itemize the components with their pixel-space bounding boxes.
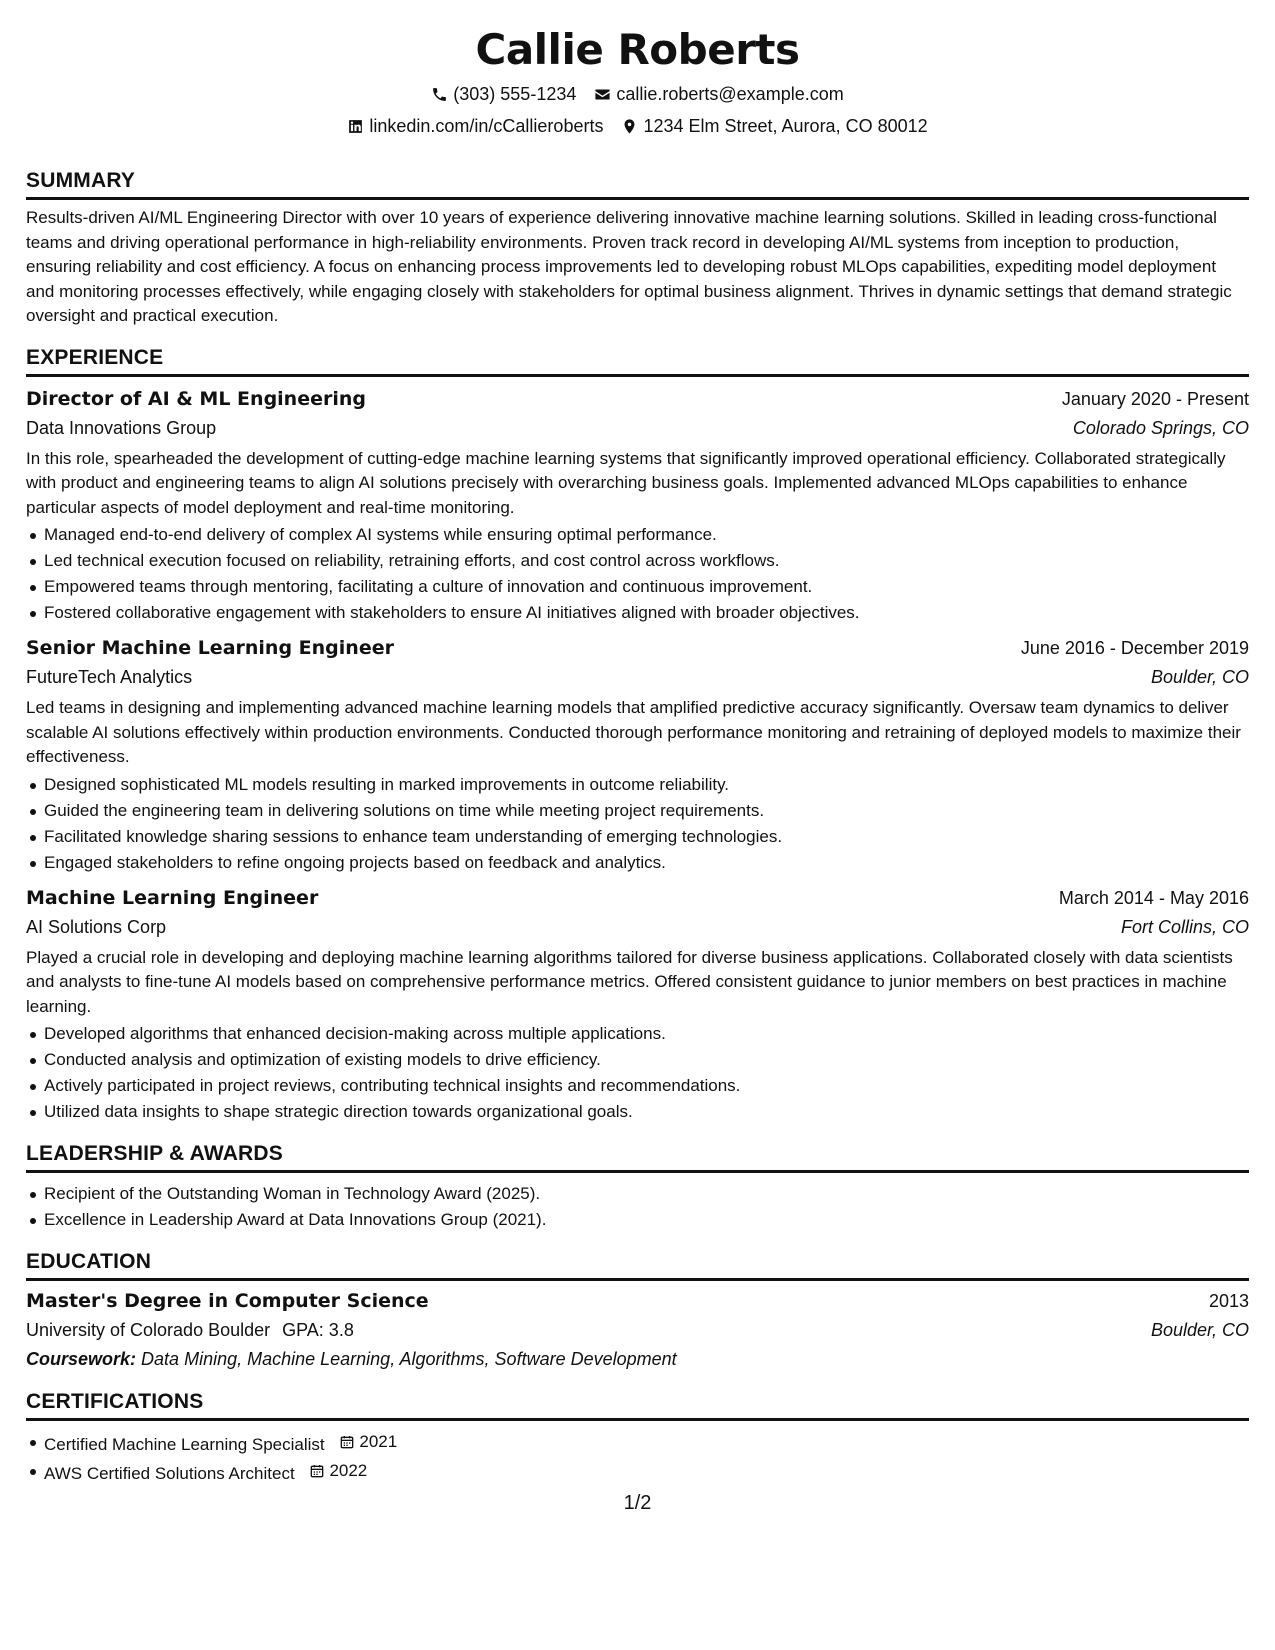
job-dates: January 2020 - Present bbox=[1061, 388, 1249, 409]
job-title: Director of AI & ML Engineering bbox=[26, 387, 366, 410]
contact-email[interactable] bbox=[594, 82, 843, 106]
list-item: Developed algorithms that enhanced decision-making across multiple applications. bbox=[26, 1021, 1249, 1047]
contact-phone bbox=[431, 82, 576, 106]
summary-heading: SUMMARY bbox=[26, 168, 1249, 200]
certification-name: Certified Machine Learning Specialist bbox=[44, 1435, 325, 1454]
list-item: Conducted analysis and optimization of existing models to drive efficiency. bbox=[26, 1047, 1249, 1073]
list-item: Actively participated in project reviews, contributing technical insights and recommendations. bbox=[26, 1073, 1249, 1099]
experience-heading: EXPERIENCE bbox=[26, 345, 1249, 377]
list-item: Designed sophisticated ML models resulting in marked improvements in outcome reliability. bbox=[26, 772, 1249, 798]
map-marker-icon bbox=[621, 118, 638, 135]
phone-icon bbox=[431, 86, 448, 103]
contact-row-primary bbox=[26, 82, 1249, 106]
calendar-icon bbox=[339, 1434, 355, 1450]
job-bullets bbox=[26, 1021, 1249, 1125]
job-company: AI Solutions Corp bbox=[26, 916, 167, 937]
summary-text: Results-driven AI/ML Engineering Director with over 10 years of experience delivering innovative machine learning solutions. Skilled in leading cross-functional teams and driving operational performance in high-reliability environments. Proven track record in developing AI/ML systems from inception to production, ensuring reliability and cost efficiency. A focus on enhancing process improvements led to developing robust MLOps capabilities, expediting model deployment and monitoring processes effectively, while engaging closely with stakeholders for optimal business alignment. Thrives in dynamic settings that demand strategic oversight and practical execution. bbox=[26, 208, 1232, 325]
coursework-line bbox=[26, 1345, 1249, 1373]
job-dates: March 2014 - May 2016 bbox=[1058, 887, 1249, 908]
coursework-label: Coursework: bbox=[26, 1349, 137, 1369]
job-location: Fort Collins, CO bbox=[1120, 916, 1249, 937]
job-bullets bbox=[26, 522, 1249, 626]
page-number: 1/2 bbox=[623, 1492, 652, 1514]
job-location: Colorado Springs, CO bbox=[1072, 417, 1249, 438]
certification-name: AWS Certified Solutions Architect bbox=[44, 1464, 295, 1483]
certification-date bbox=[309, 1458, 367, 1484]
list-item: Recipient of the Outstanding Woman in Technology Award (2025). bbox=[26, 1181, 1249, 1207]
job-company: FutureTech Analytics bbox=[26, 667, 193, 687]
job-title: Machine Learning Engineer bbox=[26, 886, 319, 909]
resume-page bbox=[26, 0, 1249, 1487]
list-item: Engaged stakeholders to refine ongoing projects based on feedback and analytics. bbox=[26, 850, 1249, 876]
list-item: Facilitated knowledge sharing sessions to enhance team understanding of emerging technologies. bbox=[26, 824, 1249, 850]
education-heading: EDUCATION bbox=[26, 1249, 1249, 1281]
job-company: Data Innovations Group bbox=[26, 417, 217, 438]
list-item: Managed end-to-end delivery of complex AI systems while ensuring optimal performance. bbox=[26, 522, 1249, 548]
contact-linkedin[interactable] bbox=[347, 114, 603, 138]
list-item: Fostered collaborative engagement with stakeholders to ensure AI initiatives aligned with broader objectives. bbox=[26, 600, 1249, 626]
list-item bbox=[26, 1458, 1249, 1487]
job-description: Led teams in designing and implementing advanced machine learning models that amplified predictive accuracy significantly. Oversaw team dynamics to deliver scalable AI solutions effectively within production environments. Conducted thorough performance monitoring and retraining of deployed models to maximize their effectiveness. bbox=[26, 698, 1241, 766]
coursework-list: Data Mining, Machine Learning, Algorithms, Software Development bbox=[141, 1349, 677, 1369]
envelope-icon bbox=[594, 86, 611, 103]
certification-year: 2021 bbox=[359, 1432, 398, 1451]
linkedin-link[interactable]: linkedin.com/in/cCallieroberts bbox=[369, 116, 604, 136]
graduation-year: 2013 bbox=[1208, 1291, 1249, 1311]
contact-row-secondary bbox=[26, 114, 1249, 138]
contact-address bbox=[621, 114, 927, 138]
leadership-heading: LEADERSHIP & AWARDS bbox=[26, 1141, 1249, 1173]
gpa-text: GPA: 3.8 bbox=[282, 1320, 354, 1340]
candidate-name: Callie Roberts bbox=[475, 25, 800, 74]
certifications-section bbox=[26, 1389, 1249, 1487]
address-text: 1234 Elm Street, Aurora, CO 80012 bbox=[643, 116, 928, 136]
list-item: Led technical execution focused on reliability, retraining efforts, and cost control across workflows. bbox=[26, 548, 1249, 574]
school-location: Boulder, CO bbox=[1150, 1320, 1249, 1340]
job-title: Senior Machine Learning Engineer bbox=[26, 637, 394, 659]
job-entry bbox=[26, 884, 1249, 1126]
education-section bbox=[26, 1249, 1249, 1373]
certifications-list bbox=[26, 1429, 1249, 1487]
awards-list bbox=[26, 1181, 1249, 1233]
job-description: In this role, spearheaded the development of cutting-edge machine learning systems that significantly improved operational efficiency. Collaborated strategically with product and engineering teams to align AI solutions precisely with overarching business goals. Implemented advanced MLOps capabilities to enhance particular aspects of model deployment and real-time monitoring. bbox=[26, 448, 1226, 517]
school-name: University of Colorado Boulder bbox=[26, 1320, 271, 1340]
job-dates: June 2016 - December 2019 bbox=[1020, 638, 1249, 658]
certifications-heading: CERTIFICATIONS bbox=[26, 1389, 1249, 1421]
degree-title: Master's Degree in Computer Science bbox=[26, 1290, 429, 1312]
list-item bbox=[26, 1429, 1249, 1458]
phone-text: (303) 555-1234 bbox=[453, 84, 577, 104]
certification-date bbox=[339, 1429, 397, 1455]
linkedin-icon bbox=[347, 118, 364, 135]
list-item: Empowered teams through mentoring, facilitating a culture of innovation and continuous improvement. bbox=[26, 574, 1249, 600]
email-link[interactable]: callie.roberts@example.com bbox=[616, 84, 844, 104]
job-bullets bbox=[26, 772, 1249, 876]
leadership-section bbox=[26, 1141, 1249, 1233]
experience-section bbox=[26, 345, 1249, 1126]
job-entry bbox=[26, 385, 1249, 627]
calendar-icon bbox=[309, 1463, 325, 1479]
job-entry bbox=[26, 634, 1249, 876]
list-item: Excellence in Leadership Award at Data Innovations Group (2021). bbox=[26, 1207, 1249, 1233]
list-item: Utilized data insights to shape strategic direction towards organizational goals. bbox=[26, 1099, 1249, 1125]
certification-year: 2022 bbox=[329, 1461, 368, 1480]
resume-header bbox=[26, 0, 1249, 138]
job-description: Played a crucial role in developing and deploying machine learning algorithms tailored for diverse business applications. Collaborated closely with data scientists and analysts to fine-tune AI models based on comprehensive performance metrics. Offered consistent guidance to junior members on best practices in machine learning. bbox=[26, 947, 1233, 1016]
list-item: Guided the engineering team in delivering solutions on time while meeting project requirements. bbox=[26, 798, 1249, 824]
job-location: Boulder, CO bbox=[1150, 667, 1249, 687]
summary-section bbox=[26, 168, 1249, 329]
school-line bbox=[26, 1315, 354, 1345]
